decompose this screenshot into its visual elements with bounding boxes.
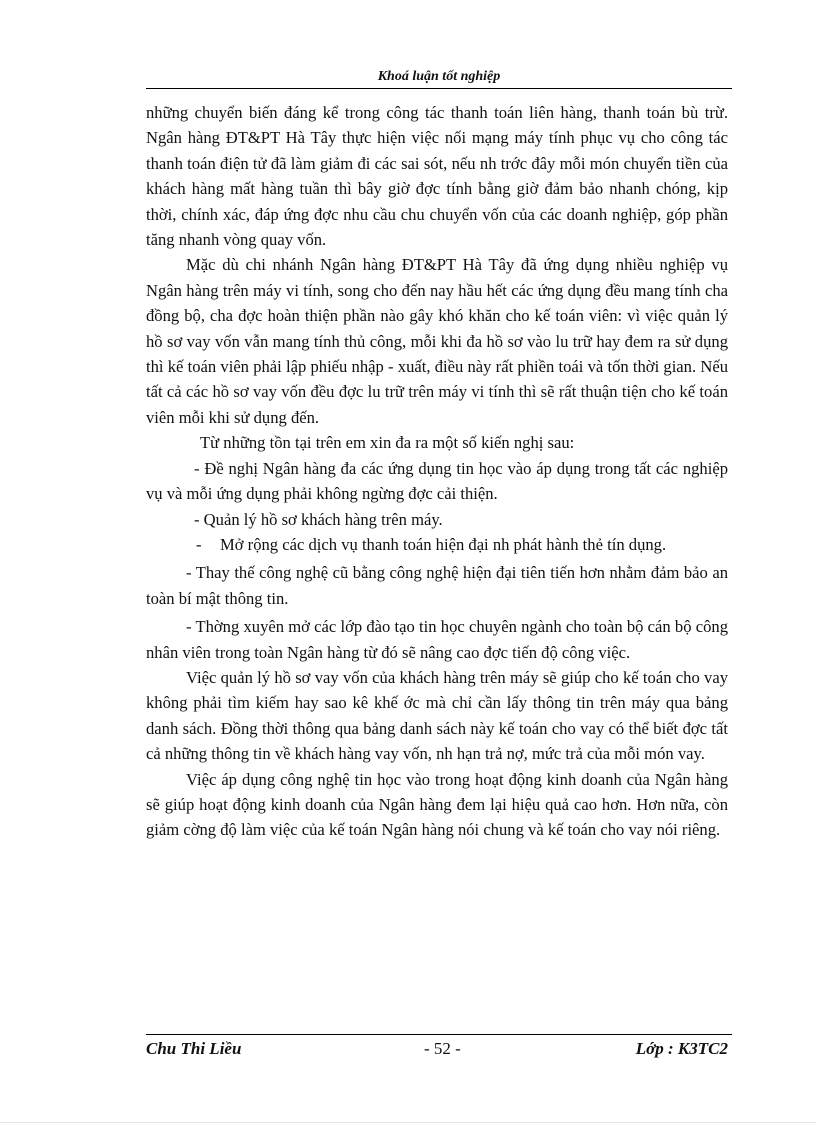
page-footer (146, 1038, 728, 1060)
page-header (146, 68, 732, 89)
paragraph-payment-changes: những chuyển biến đáng kể trong công tác thanh toán liên hàng, thanh toán bù trừ. Ngân hàng ĐT&PT Hà Tây thực hiện việc nối mạng máy tính phục vụ cho công tác thanh toán điện tử đã làm giảm đi các sai sót, nếu nh trớc đây mỗi món chuyển tiền của khách hàng mất hàng tuần thì bây giờ đợc tính bằng giờ đảm bảo nhanh chóng, kịp thời, chính xác, đáp ứng đợc nhu cầu chu chuyển vốn của các doanh nghiệp, góp phần tăng nhanh vòng quay vốn. (146, 103, 728, 250)
paragraph-records-management: Việc quản lý hồ sơ vay vốn của khách hàng trên máy sẽ giúp cho kế toán cho vay không phải tìm kiếm hay sao kê khế ớc mà chỉ cần lấy thông tin trên máy qua bảng danh sách. Đồng thời thông qua bảng danh sách này kế toán cho vay có thể biết đợc tất cả những thông tin về khách hàng vay vốn, nh hạn trả nợ, mức trả của mỗi món vay. (146, 667, 728, 764)
bullet-dash: - (196, 534, 202, 554)
header-title: Khoá luận tốt nghiệp (377, 69, 501, 84)
paragraph-limitations: Mặc dù chi nhánh Ngân hàng ĐT&PT Hà Tây đã ứng dụng nhiều nghiệp vụ Ngân hàng trên máy vi tính, song cho đến nay hầu hết các ứng dụng đều mang tính cha đồng bộ, cha đợc hoàn thiện phần nào gây khó khăn cho kế toán viên: vì việc quản lý hồ sơ vay vốn vẫn mang tính thủ công, mỗi khi đa hồ sơ vào lu trữ hay đem ra sử dụng thì kế toán viên phải lập phiếu nhập - xuất, điều này rất phiền toái và tốn thời gian. Nếu tất cả các hồ sơ vay vốn đều đợc lu trữ trên máy vi tính thì sẽ rất thuận tiện cho kế toán viên mỗi khi sử dụng đến. (146, 255, 728, 427)
recommendation-new-technology: - Thay thế công nghệ cũ bằng công nghệ hiện đại tiên tiến hơn nhằm đảm bảo an toàn bí mật thông tin. (146, 563, 728, 608)
recommendation-customer-records: - Quản lý hồ sơ khách hàng trên máy. (194, 509, 443, 529)
footer-author: Chu Thi Liều (146, 1039, 242, 1058)
footer-rule (146, 1034, 732, 1035)
paragraph-it-benefits: Việc áp dụng công nghệ tin học vào trong hoạt động kinh doanh của Ngân hàng sẽ giúp hoạt động kinh doanh của Ngân hàng đem lại hiệu quả cao hơn. Hơn nữa, còn giảm cờng độ làm việc của kế toán Ngân hàng nói chung và kế toán cho vay nói riêng. (146, 769, 728, 840)
recommendation-training: - Thờng xuyên mở các lớp đào tạo tin học chuyên ngành cho toàn bộ cán bộ công nhân viên trong toàn Ngân hàng từ đó sẽ nâng cao đợc tiến độ công việc. (146, 617, 728, 662)
recommendation-apply-it: - Đề nghị Ngân hàng đa các ứng dụng tin học vào áp dụng trong tất các nghiệp vụ và mỗi ứng dụng phải không ngừng đợc cải thiện. (146, 458, 728, 504)
recommendation-modern-payments (146, 532, 728, 557)
page-number: - 52 - (424, 1039, 461, 1058)
paragraph-recommendations-intro: Từ những tồn tại trên em xin đa ra một số kiến nghị sau: (200, 433, 575, 453)
recommendation-modern-payments-text: Mở rộng các dịch vụ thanh toán hiện đại nh phát hành thẻ tín dụng. (220, 534, 667, 554)
document-body (146, 100, 728, 843)
footer-class: Lớp : K3TC2 (635, 1039, 728, 1058)
